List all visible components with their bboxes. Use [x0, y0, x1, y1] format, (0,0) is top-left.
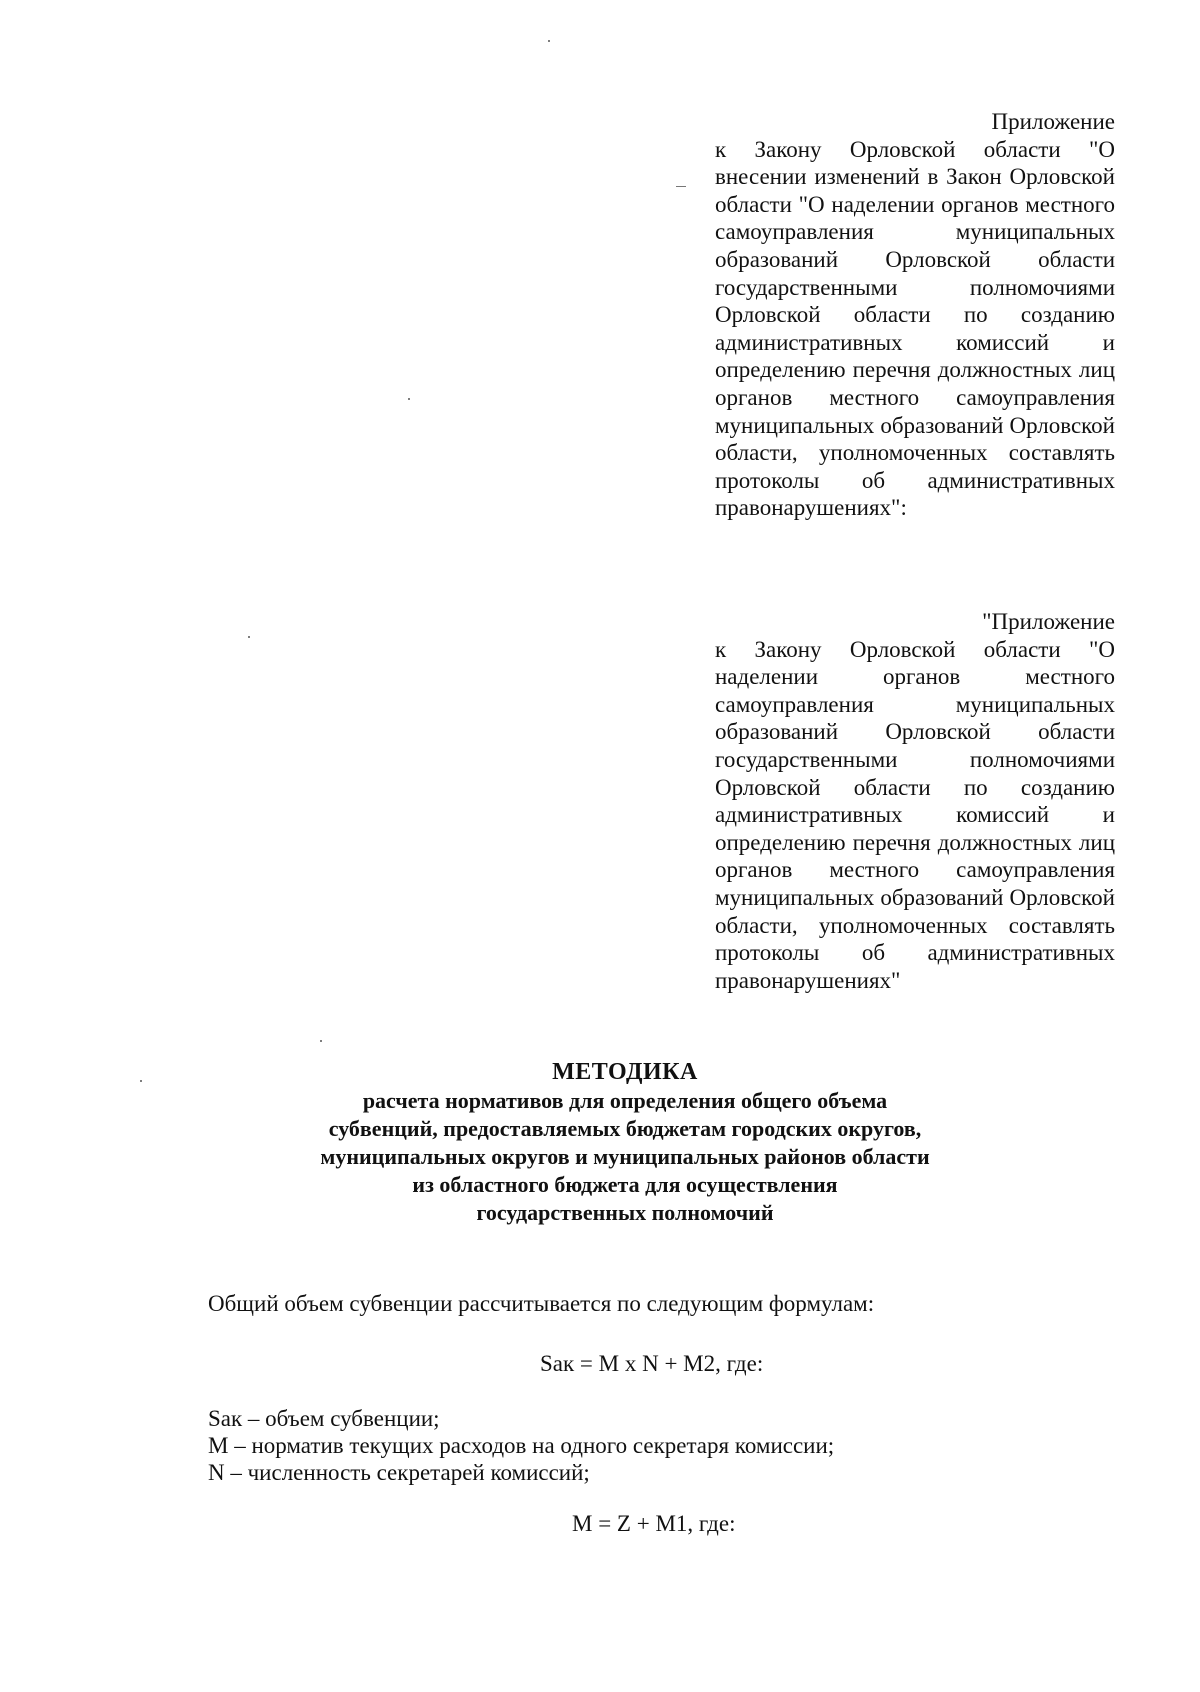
title-line: расчета нормативов для определения общего объема: [362, 1088, 888, 1113]
definitions-list: [208, 1405, 834, 1486]
scan-mark: [320, 1040, 322, 1042]
appendix-amendment-header: [715, 108, 1115, 522]
formula-norm: M = Z + M1, где:: [572, 1511, 736, 1536]
definition-item: M – норматив текущих расходов на одного секретаря комиссии;: [208, 1433, 835, 1458]
title-subtitle: [160, 1087, 1090, 1227]
definition-item: N – численность секретарей комиссий;: [208, 1460, 590, 1485]
scan-mark: [676, 186, 686, 187]
appendix-body: к Закону Орловской области "О внесении изменений в Закон Орловской области "О наделении органов местного самоуправления муниципальных образований Орловской области государственными полномочиями Орловской области по созданию административных комиссий и определению перечня должностных лиц органов местного самоуправления муниципальных образований Орловской области, уполномоченных составлять протоколы об административных правонарушениях":: [715, 136, 1115, 521]
scan-mark: [548, 40, 550, 42]
intro-paragraph: Общий объем субвенции рассчитывается по следующим формулам:: [208, 1291, 875, 1316]
appendix-law-header: [715, 608, 1115, 994]
appendix-heading: "Приложение: [982, 609, 1115, 634]
title-line: муниципальных округов и муниципальных районов области: [320, 1144, 930, 1169]
scan-mark: [408, 398, 410, 400]
title-line: из областного бюджета для осуществления: [412, 1172, 838, 1197]
title-line: субвенций, предоставляемых бюджетам городских округов,: [328, 1116, 922, 1141]
scan-mark: [248, 636, 250, 638]
formula-subvention: Sак = M x N + M2, где:: [540, 1351, 764, 1376]
document-title: [160, 1057, 1090, 1227]
scan-mark: [140, 1080, 142, 1082]
title-line: государственных полномочий: [476, 1200, 774, 1225]
appendix-body: к Закону Орловской области "О наделении органов местного самоуправления муниципальных образований Орловской области государственными полномочиями Орловской области по созданию административных комиссий и определению перечня должностных лиц органов местного самоуправления муниципальных образований Орловской области, уполномоченных составлять протоколы об административных правонарушениях": [715, 636, 1115, 993]
definition-item: Sак – объем субвенции;: [208, 1406, 440, 1431]
appendix-heading: Приложение: [991, 109, 1115, 134]
title-main: МЕТОДИКА: [552, 1059, 698, 1085]
